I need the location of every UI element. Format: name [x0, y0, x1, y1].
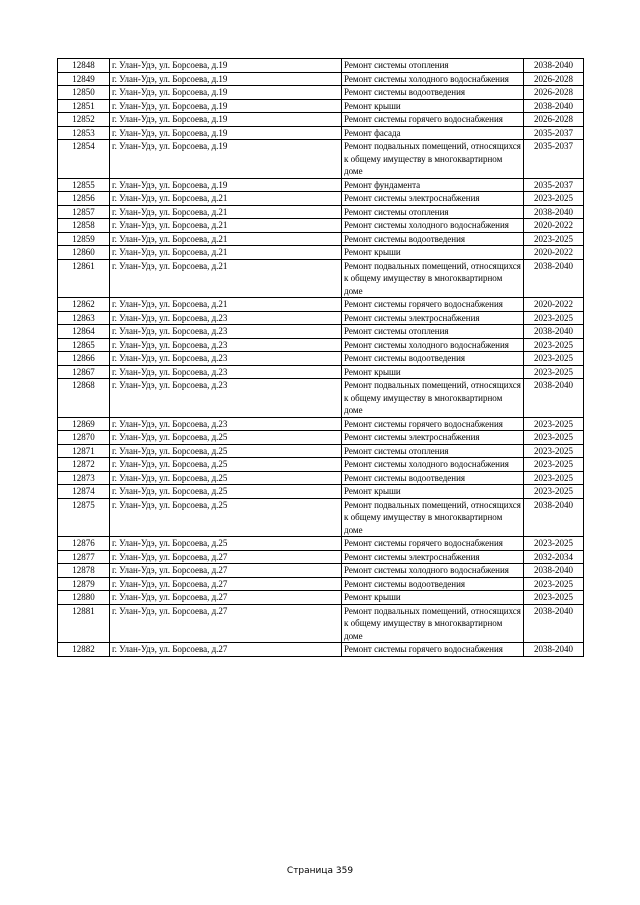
row-number: 12873: [58, 471, 110, 485]
row-period: 2026-2028: [524, 113, 584, 127]
table-row: [58, 99, 584, 113]
table-row: [58, 126, 584, 140]
row-address: г. Улан-Удэ, ул. Борсоева, д.27: [110, 604, 342, 643]
row-work-type: Ремонт системы водоотведения: [342, 577, 524, 591]
row-period: 2038-2040: [524, 59, 584, 73]
row-number: 12876: [58, 537, 110, 551]
row-number: 12854: [58, 140, 110, 179]
row-address: г. Улан-Удэ, ул. Борсоева, д.19: [110, 59, 342, 73]
row-work-type: Ремонт системы электроснабжения: [342, 311, 524, 325]
row-work-type: Ремонт системы электроснабжения: [342, 550, 524, 564]
table-row: [58, 298, 584, 312]
row-address: г. Улан-Удэ, ул. Борсоева, д.21: [110, 205, 342, 219]
row-address: г. Улан-Удэ, ул. Борсоева, д.25: [110, 471, 342, 485]
row-work-type: Ремонт подвальных помещений, относящихся к общему имуществу в многоквартирном доме: [342, 379, 524, 418]
row-period: 2023-2025: [524, 485, 584, 499]
row-period: 2035-2037: [524, 126, 584, 140]
table-row: [58, 140, 584, 179]
table-row: [58, 604, 584, 643]
row-address: г. Улан-Удэ, ул. Борсоева, д.27: [110, 564, 342, 578]
row-work-type: Ремонт системы горячего водоснабжения: [342, 113, 524, 127]
row-number: 12852: [58, 113, 110, 127]
row-number: 12848: [58, 59, 110, 73]
table-row: [58, 192, 584, 206]
table-row: [58, 338, 584, 352]
row-address: г. Улан-Удэ, ул. Борсоева, д.25: [110, 431, 342, 445]
row-address: г. Улан-Удэ, ул. Борсоева, д.21: [110, 246, 342, 260]
row-number: 12863: [58, 311, 110, 325]
row-number: 12878: [58, 564, 110, 578]
row-period: 2038-2040: [524, 643, 584, 657]
row-work-type: Ремонт системы холодного водоснабжения: [342, 564, 524, 578]
table-row: [58, 113, 584, 127]
row-work-type: Ремонт системы холодного водоснабжения: [342, 219, 524, 233]
row-address: г. Улан-Удэ, ул. Борсоева, д.23: [110, 365, 342, 379]
table-row: [58, 352, 584, 366]
table-row: [58, 219, 584, 233]
row-work-type: Ремонт системы электроснабжения: [342, 192, 524, 206]
row-work-type: Ремонт системы горячего водоснабжения: [342, 643, 524, 657]
row-address: г. Улан-Удэ, ул. Борсоева, д.25: [110, 537, 342, 551]
row-number: 12882: [58, 643, 110, 657]
row-number: 12875: [58, 498, 110, 537]
row-number: 12861: [58, 259, 110, 298]
row-number: 12851: [58, 99, 110, 113]
row-work-type: Ремонт системы отопления: [342, 325, 524, 339]
row-work-type: Ремонт системы водоотведения: [342, 86, 524, 100]
row-number: 12870: [58, 431, 110, 445]
row-work-type: Ремонт системы водоотведения: [342, 232, 524, 246]
row-address: г. Улан-Удэ, ул. Борсоева, д.19: [110, 126, 342, 140]
row-address: г. Улан-Удэ, ул. Борсоева, д.25: [110, 485, 342, 499]
row-number: 12849: [58, 72, 110, 86]
row-work-type: Ремонт системы отопления: [342, 59, 524, 73]
table-row: [58, 444, 584, 458]
row-number: 12860: [58, 246, 110, 260]
row-address: г. Улан-Удэ, ул. Борсоева, д.21: [110, 298, 342, 312]
row-period: 2023-2025: [524, 232, 584, 246]
row-number: 12868: [58, 379, 110, 418]
row-period: 2020-2022: [524, 246, 584, 260]
row-period: 2038-2040: [524, 325, 584, 339]
row-work-type: Ремонт подвальных помещений, относящихся к общему имуществу в многоквартирном доме: [342, 140, 524, 179]
row-work-type: Ремонт подвальных помещений, относящихся к общему имуществу в многоквартирном доме: [342, 498, 524, 537]
row-number: 12864: [58, 325, 110, 339]
row-work-type: Ремонт подвальных помещений, относящихся к общему имуществу в многоквартирном доме: [342, 604, 524, 643]
row-work-type: Ремонт крыши: [342, 485, 524, 499]
table-body: [58, 59, 584, 657]
row-number: 12853: [58, 126, 110, 140]
row-period: 2020-2022: [524, 219, 584, 233]
row-period: 2023-2025: [524, 471, 584, 485]
row-address: г. Улан-Удэ, ул. Борсоева, д.19: [110, 113, 342, 127]
table-row: [58, 577, 584, 591]
row-address: г. Улан-Удэ, ул. Борсоева, д.19: [110, 178, 342, 192]
row-period: 2023-2025: [524, 352, 584, 366]
row-period: 2026-2028: [524, 72, 584, 86]
row-address: г. Улан-Удэ, ул. Борсоева, д.27: [110, 550, 342, 564]
table-row: [58, 59, 584, 73]
row-number: 12872: [58, 458, 110, 472]
row-work-type: Ремонт крыши: [342, 246, 524, 260]
row-work-type: Ремонт системы холодного водоснабжения: [342, 72, 524, 86]
repair-schedule-table: [57, 58, 584, 657]
table-row: [58, 86, 584, 100]
row-address: г. Улан-Удэ, ул. Борсоева, д.27: [110, 643, 342, 657]
row-address: г. Улан-Удэ, ул. Борсоева, д.21: [110, 192, 342, 206]
row-number: 12859: [58, 232, 110, 246]
row-address: г. Улан-Удэ, ул. Борсоева, д.25: [110, 498, 342, 537]
row-period: 2035-2037: [524, 140, 584, 179]
row-period: 2020-2022: [524, 298, 584, 312]
row-address: г. Улан-Удэ, ул. Борсоева, д.25: [110, 458, 342, 472]
row-period: 2035-2037: [524, 178, 584, 192]
row-number: 12865: [58, 338, 110, 352]
row-number: 12880: [58, 591, 110, 605]
row-period: 2038-2040: [524, 99, 584, 113]
table-row: [58, 643, 584, 657]
table-row: [58, 537, 584, 551]
row-address: г. Улан-Удэ, ул. Борсоева, д.19: [110, 86, 342, 100]
row-work-type: Ремонт системы холодного водоснабжения: [342, 338, 524, 352]
row-number: 12850: [58, 86, 110, 100]
row-address: г. Улан-Удэ, ул. Борсоева, д.27: [110, 577, 342, 591]
row-period: 2023-2025: [524, 577, 584, 591]
row-number: 12866: [58, 352, 110, 366]
row-work-type: Ремонт крыши: [342, 365, 524, 379]
row-number: 12877: [58, 550, 110, 564]
row-address: г. Улан-Удэ, ул. Борсоева, д.23: [110, 325, 342, 339]
row-work-type: Ремонт системы горячего водоснабжения: [342, 417, 524, 431]
row-period: 2038-2040: [524, 604, 584, 643]
table-row: [58, 311, 584, 325]
row-number: 12869: [58, 417, 110, 431]
table-row: [58, 72, 584, 86]
table-row: [58, 325, 584, 339]
row-period: 2023-2025: [524, 311, 584, 325]
row-work-type: Ремонт крыши: [342, 99, 524, 113]
row-work-type: Ремонт подвальных помещений, относящихся к общему имуществу в многоквартирном доме: [342, 259, 524, 298]
table-row: [58, 379, 584, 418]
row-number: 12867: [58, 365, 110, 379]
row-number: 12858: [58, 219, 110, 233]
row-number: 12855: [58, 178, 110, 192]
row-period: 2023-2025: [524, 365, 584, 379]
row-address: г. Улан-Удэ, ул. Борсоева, д.21: [110, 232, 342, 246]
row-address: г. Улан-Удэ, ул. Борсоева, д.23: [110, 352, 342, 366]
table-row: [58, 564, 584, 578]
row-work-type: Ремонт фундамента: [342, 178, 524, 192]
row-period: 2023-2025: [524, 537, 584, 551]
table-row: [58, 232, 584, 246]
row-work-type: Ремонт фасада: [342, 126, 524, 140]
row-work-type: Ремонт системы холодного водоснабжения: [342, 458, 524, 472]
table-row: [58, 365, 584, 379]
row-period: 2023-2025: [524, 417, 584, 431]
row-work-type: Ремонт системы водоотведения: [342, 471, 524, 485]
table-row: [58, 471, 584, 485]
row-number: 12871: [58, 444, 110, 458]
table-row: [58, 431, 584, 445]
row-period: 2038-2040: [524, 379, 584, 418]
table-row: [58, 259, 584, 298]
row-work-type: Ремонт системы электроснабжения: [342, 431, 524, 445]
row-number: 12862: [58, 298, 110, 312]
row-period: 2038-2040: [524, 259, 584, 298]
row-period: 2023-2025: [524, 431, 584, 445]
row-period: 2038-2040: [524, 498, 584, 537]
table-row: [58, 205, 584, 219]
row-work-type: Ремонт системы отопления: [342, 444, 524, 458]
table-row: [58, 591, 584, 605]
table-row: [58, 246, 584, 260]
row-period: 2023-2025: [524, 192, 584, 206]
row-address: г. Улан-Удэ, ул. Борсоева, д.19: [110, 140, 342, 179]
row-work-type: Ремонт системы водоотведения: [342, 352, 524, 366]
row-address: г. Улан-Удэ, ул. Борсоева, д.27: [110, 591, 342, 605]
row-address: г. Улан-Удэ, ул. Борсоева, д.23: [110, 379, 342, 418]
row-period: 2023-2025: [524, 338, 584, 352]
row-number: 12879: [58, 577, 110, 591]
table-row: [58, 498, 584, 537]
row-period: 2023-2025: [524, 591, 584, 605]
table-row: [58, 458, 584, 472]
row-address: г. Улан-Удэ, ул. Борсоева, д.25: [110, 444, 342, 458]
row-period: 2023-2025: [524, 458, 584, 472]
row-address: г. Улан-Удэ, ул. Борсоева, д.21: [110, 259, 342, 298]
row-address: г. Улан-Удэ, ул. Борсоева, д.19: [110, 99, 342, 113]
table-row: [58, 417, 584, 431]
row-address: г. Улан-Удэ, ул. Борсоева, д.19: [110, 72, 342, 86]
row-number: 12857: [58, 205, 110, 219]
row-work-type: Ремонт системы отопления: [342, 205, 524, 219]
table-row: [58, 550, 584, 564]
row-period: 2038-2040: [524, 205, 584, 219]
row-address: г. Улан-Удэ, ул. Борсоева, д.23: [110, 338, 342, 352]
row-address: г. Улан-Удэ, ул. Борсоева, д.23: [110, 311, 342, 325]
row-period: 2038-2040: [524, 564, 584, 578]
row-number: 12881: [58, 604, 110, 643]
row-work-type: Ремонт системы горячего водоснабжения: [342, 537, 524, 551]
row-work-type: Ремонт системы горячего водоснабжения: [342, 298, 524, 312]
row-number: 12874: [58, 485, 110, 499]
table-row: [58, 485, 584, 499]
table-row: [58, 178, 584, 192]
row-period: 2023-2025: [524, 444, 584, 458]
page-number: Страница 359: [286, 866, 354, 876]
row-work-type: Ремонт крыши: [342, 591, 524, 605]
row-address: г. Улан-Удэ, ул. Борсоева, д.23: [110, 417, 342, 431]
row-address: г. Улан-Удэ, ул. Борсоева, д.21: [110, 219, 342, 233]
row-period: 2032-2034: [524, 550, 584, 564]
row-number: 12856: [58, 192, 110, 206]
row-period: 2026-2028: [524, 86, 584, 100]
